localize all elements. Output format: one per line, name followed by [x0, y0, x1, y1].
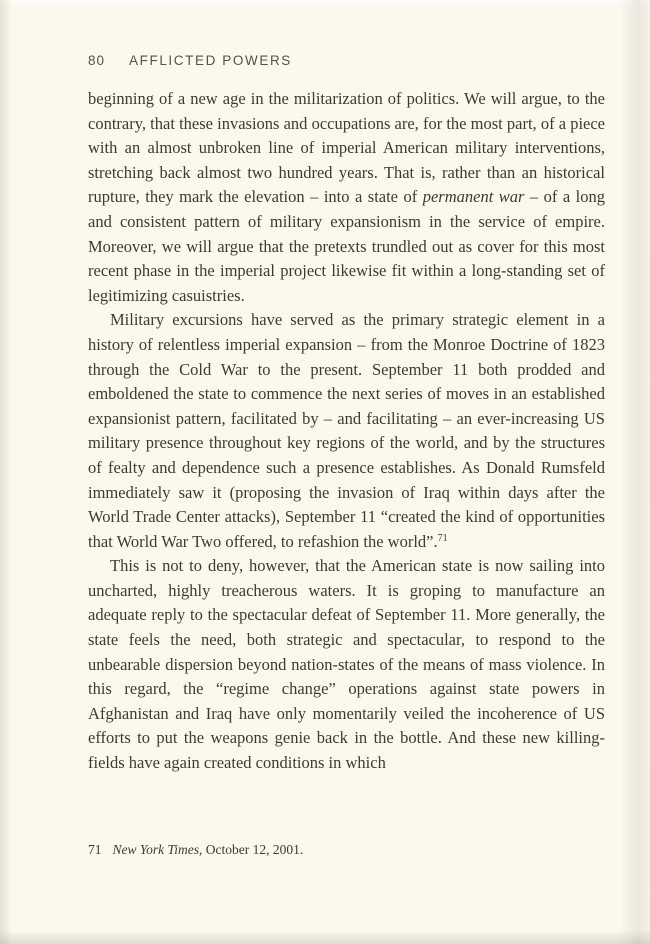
page-edge-highlight-top	[0, 0, 650, 8]
page-edge-shadow-left	[0, 0, 12, 944]
footnote-text	[113, 842, 304, 857]
paragraph	[88, 554, 605, 775]
running-header	[88, 53, 292, 68]
text-run: This is not to deny, however, that the American state is now sailing into uncharted, highly treacherous waters. It is groping to manufacture an adequate reply to the spectacular defeat of September 11. More generally, the state feels the need, both strategic and spectacular, to respond to the unbearable dispersion beyond nation-states of the means of mass violence. In this regard, the “regime change” operations against state powers in Afghanistan and Iraq have only momentarily veiled the incoherence of US efforts to put the weapons genie back in the bottle. And these new killing-fields have again created conditions in which	[88, 556, 605, 773]
italic-run: New York Times	[112, 842, 200, 857]
body-text	[88, 87, 605, 776]
italic-run: permanent war	[422, 187, 525, 207]
page-edge-shadow-right	[620, 0, 650, 944]
text-run: Military excursions have served as the primary strategic element in a history of relentless imperial expansion – from the Monroe Doctrine of 1823 through the Cold War to the present. September 11 both prodded and emboldened the state to commence the next series of moves in an established expansionist pattern, facilitated by – and facilitating – an ever-increasing US military presence throughout key regions of the world, and by the structures of fealty and dependence such a presence establishes. As Donald Rumsfeld immediately saw it (proposing the invasion of Iraq within days after the World Trade Center attacks), September 11 “created the kind of opportunities that World War Two offered, to refashion the world”.	[88, 310, 605, 551]
book-title: AFFLICTED POWERS	[129, 53, 292, 68]
footnote	[88, 841, 568, 859]
paragraph	[88, 308, 605, 554]
paragraph	[88, 87, 605, 308]
text-run: – of a long and consistent pattern of military expansionism in the service of empire. Moreover, we will argue that the pretexts trundled out as cover for this most recent phase in the imperial project likewise fit within a long-standing set of legitimizing casuistries.	[88, 187, 606, 305]
text-run: beginning of a new age in the militarization of politics. We will argue, to the contrary, that these invasions and occupations are, for the most part, of a piece with an almost unbroken line of imperial American military interventions, stretching back almost two hundred years. That is, rather than an historical rupture, they mark the elevation – into a state of	[88, 89, 605, 207]
footnote-marker: 71	[437, 532, 448, 544]
page-edge-shadow-bottom	[0, 930, 650, 944]
footnote-number: 71	[88, 842, 102, 857]
page-number: 80	[88, 53, 106, 68]
text-run: , October 12, 2001.	[199, 842, 304, 857]
